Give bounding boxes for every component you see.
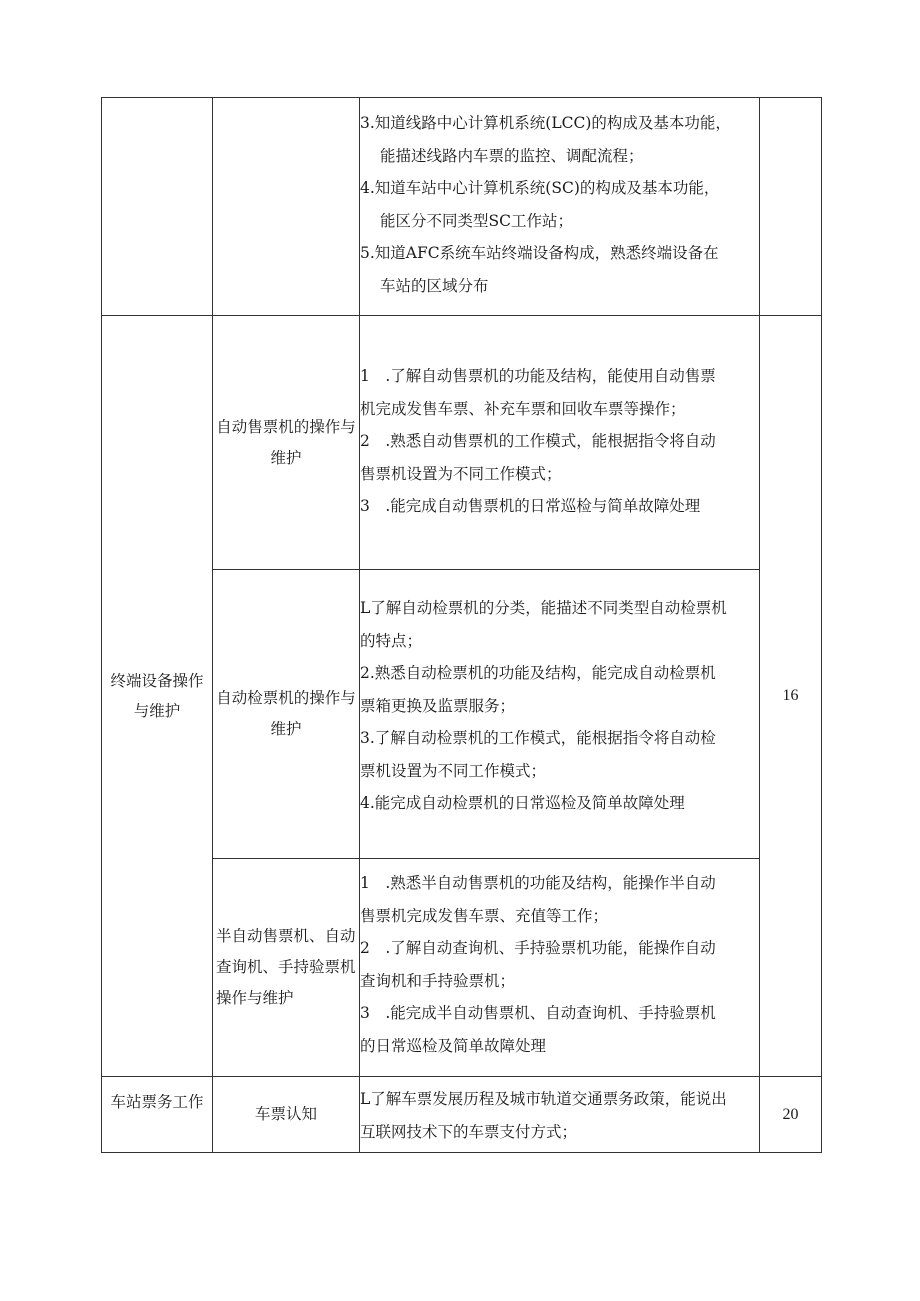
requirement-line: L了解车票发展历程及城市轨道交通票务政策，能说出 <box>360 1090 727 1108</box>
requirements-cell <box>360 316 760 570</box>
requirement-line: 能区分不同类型SC工作站； <box>380 211 573 230</box>
requirement-line: 售票机设置为不同工作模式； <box>360 464 562 483</box>
requirement-line: 2 .熟悉自动售票机的工作模式，能根据指令将自动 <box>360 432 716 450</box>
requirement-line: 4.能完成自动检票机的日常巡检及简单故障处理 <box>360 794 685 812</box>
requirement-line: 的特点； <box>360 631 423 650</box>
requirement-line: 3.了解自动检票机的工作模式，能根据指令将自动检 <box>360 729 716 747</box>
requirements-cell <box>360 98 760 316</box>
requirement-line: 售票机完成发售车票、充值等工作； <box>360 906 609 925</box>
requirements-cell <box>360 1077 760 1153</box>
unit-name: 半自动售票机、自动查询机、手持验票机操作与维护 <box>213 859 360 1077</box>
requirement-line: 互联网技术下的车票支付方式； <box>360 1122 578 1141</box>
requirement-line: L了解自动检票机的分类，能描述不同类型自动检票机 <box>360 599 727 617</box>
requirement-line: 1 .了解自动售票机的功能及结构，能使用自动售票 <box>360 367 716 385</box>
requirement-line: 查询机和手持验票机； <box>360 971 516 990</box>
curriculum-table <box>101 97 822 1153</box>
module-name: 车站票务工作 <box>102 1077 213 1153</box>
unit-name: 车票认知 <box>213 1077 360 1153</box>
requirement-line: 能描述线路内车票的监控、调配流程； <box>380 146 644 165</box>
requirement-line: 车站的区域分布 <box>380 276 489 295</box>
table-row-system-knowledge <box>102 98 822 316</box>
requirement-line: 2.熟悉自动检票机的功能及结构，能完成自动检票机 <box>360 664 716 682</box>
requirement-line: 的日常巡检及简单故障处理 <box>360 1036 547 1055</box>
requirement-line: 票机设置为不同工作模式； <box>360 761 547 780</box>
requirement-line: 1 .熟悉半自动售票机的功能及结构，能操作半自动 <box>360 874 716 892</box>
requirements-cell <box>360 859 760 1077</box>
table-row-ticketing <box>102 1077 822 1153</box>
unit-name: 自动售票机的操作与维护 <box>213 316 360 570</box>
requirement-line: 3 .能完成半自动售票机、自动查询机、手持验票机 <box>360 1004 716 1022</box>
hours-cell-empty <box>760 98 822 316</box>
requirements-cell <box>360 570 760 859</box>
requirement-line: 4.知道车站中心计算机系统(SC)的构成及基本功能， <box>360 179 720 197</box>
module-cell-empty <box>102 98 213 316</box>
requirement-line: 机完成发售车票、补充车票和回收车票等操作； <box>360 399 686 418</box>
requirement-line: 3.知道线路中心计算机系统(LCC)的构成及基本功能， <box>360 114 731 132</box>
requirement-line: 3 .能完成自动售票机的日常巡检与简单故障处理 <box>360 497 701 515</box>
requirement-line: 2 .了解自动查询机、手持验票机功能，能操作自动 <box>360 939 716 957</box>
module-name: 终端设备操作与维护 <box>102 316 213 1077</box>
hours-value: 20 <box>760 1077 822 1153</box>
requirement-line: 5.知道AFC系统车站终端设备构成，熟悉终端设备在 <box>360 244 719 262</box>
hours-value: 16 <box>760 316 822 1077</box>
table-row-tvm <box>102 316 822 570</box>
requirement-line: 票箱更换及监票服务； <box>360 696 516 715</box>
unit-cell-empty <box>213 98 360 316</box>
unit-name: 自动检票机的操作与维护 <box>213 570 360 859</box>
